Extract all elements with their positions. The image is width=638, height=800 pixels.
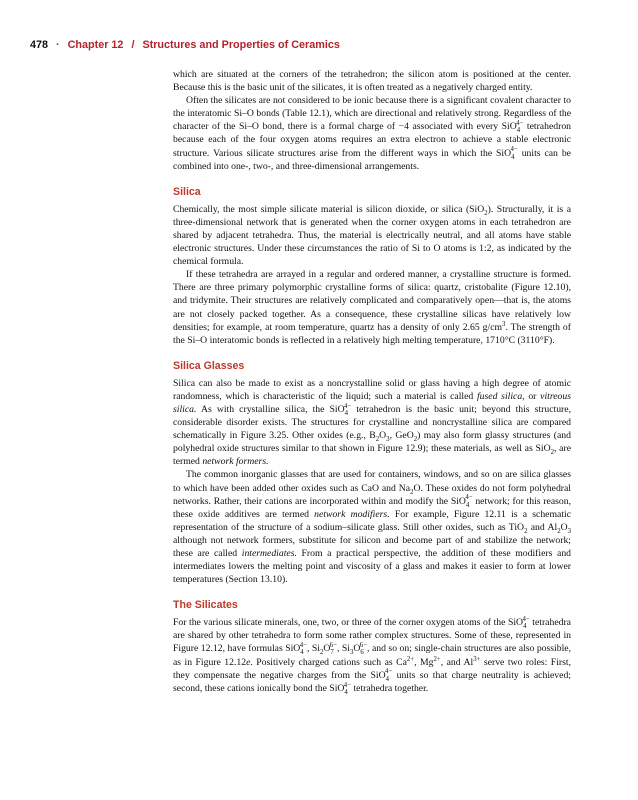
running-header: [30, 39, 570, 51]
chapter-title: Structures and Properties of Ceramics: [142, 39, 340, 51]
paragraph: The common inorganic glasses that are used for containers, windows, and so on are silica glasses to which have been added other oxides such as CaO and $Na_2O$. These oxides do not form polyhedral networks. Rather, their cations are incorporated within and modify the SiO$_4^{4-}$ network; for this reason, these oxide additives are termed network modifiers. For example, Figure 12.11 is a schematic representation of the structure of a sodium–silicate glass. Still other oxides, such as TiO$_2$ and $Al_2O_3$ although not network formers, substitute for silicon and become part of and stabilize the network; these are called intermediates. From a practical perspective, the addition of these modifiers and intermediates lowers the melting point and viscosity of a glass and makes it easier to form at lower temperatures (Section 13.10).: [173, 469, 572, 586]
page-number: 478: [30, 39, 49, 51]
section-heading: Silica Glasses: [173, 359, 245, 372]
section-heading: Silica: [173, 185, 201, 198]
paragraph: Often the silicates are not considered to be ionic because there is a significant covalent character to the interatomic Si–O bonds (Table 12.1), which are directional and relatively strong. Regardless of the character of the Si–O bond, there is a formal charge of −4 associated with every SiO$_4^{4-}$ tetrahedron because each of the four oxygen atoms requires an extra electron to achieve a stable electronic structure. Various silicate structures arise from the different ways in which the SiO$_4^{4-}$ units can be combined into one-, two-, and three-dimensional arrangements.: [173, 95, 572, 172]
paragraph: Silica can also be made to exist as a noncrystalline solid or glass having a high degree of atomic randomness, which is characteristic of the liquid; such a material is called fused silica, or vitreous silica. As with crystalline silica, the SiO$_4^{4-}$ tetrahedron is the basic unit; beyond this structure, considerable disorder exists. The structures for crystalline and noncrystalline silica are compared schematically in Figure 3.25. Other oxides (e.g., $B_2O_3$, GeO$_2$) may also form glassy structures (and polyhedral oxide structures similar to that shown in Figure 12.9); these materials, as well as SiO$_2$, are termed network formers.: [173, 377, 572, 468]
header-bullet: ·: [56, 39, 60, 51]
paragraph: For the various silicate minerals, one, two, or three of the corner oxygen atoms of the SiO$_4^{4-}$ tetrahedra are shared by other tetrahedra to form some rather complex structures. Some of these, represented in Figure 12.12, have formulas SiO$_4^{4-}$, $Si_2O_7^{6-}$, $Si_3O_6^{6-}$, and so on; single-chain structures are also possible, as in Figure 12.12e. Positively charged cations such as $Ca^{2+}$, $Mg^{2+}$, and $Al^{3+}$ serve two roles: First, they compensate the negative charges from the SiO$_4^{4-}$ units so that charge neutrality is achieved; second, these cations ionically bond the SiO$_4^{4-}$ tetrahedra together.: [173, 616, 571, 696]
paragraph: If these tetrahedra are arrayed in a regular and ordered manner, a crystalline structure is formed. There are three primary polymorphic crystalline forms of silica: quartz, cristobalite (Figure 12.10), and tridymite. Their structures are relatively complicated and comparatively open—that is, the atoms are not closely packed together. As a consequence, these crystalline silicas have relatively low densities; for example, at room temperature, quartz has a density of only 2.65 $g/cm^3$. The strength of the Si–O interatomic bonds is reflected in a relatively high melting temperature, 1710°C (3110°F).: [173, 269, 571, 346]
text-column: [173, 68, 571, 695]
chapter-label: Chapter 12: [67, 39, 124, 51]
paragraph: which are situated at the corners of the tetrahedron; the silicon atom is positioned at the center. Because this is the basic unit of the silicates, it is often treated as a negatively charged entity.: [173, 69, 571, 94]
header-divider: /: [131, 39, 135, 51]
paragraph: Chemically, the most simple silicate material is silicon dioxide, or silica (SiO$_2$). Structurally, it is a three-dimensional network that is generated when the corner oxygen atoms in each tetrahedron are shared by adjacent tetrahedra. Thus, the material is electrically neutral, and all atoms have stable electronic structures. Under these circumstances the ratio of Si to O atoms is 1:2, as indicated by the chemical formula.: [173, 203, 571, 268]
section-heading: The Silicates: [173, 599, 238, 612]
